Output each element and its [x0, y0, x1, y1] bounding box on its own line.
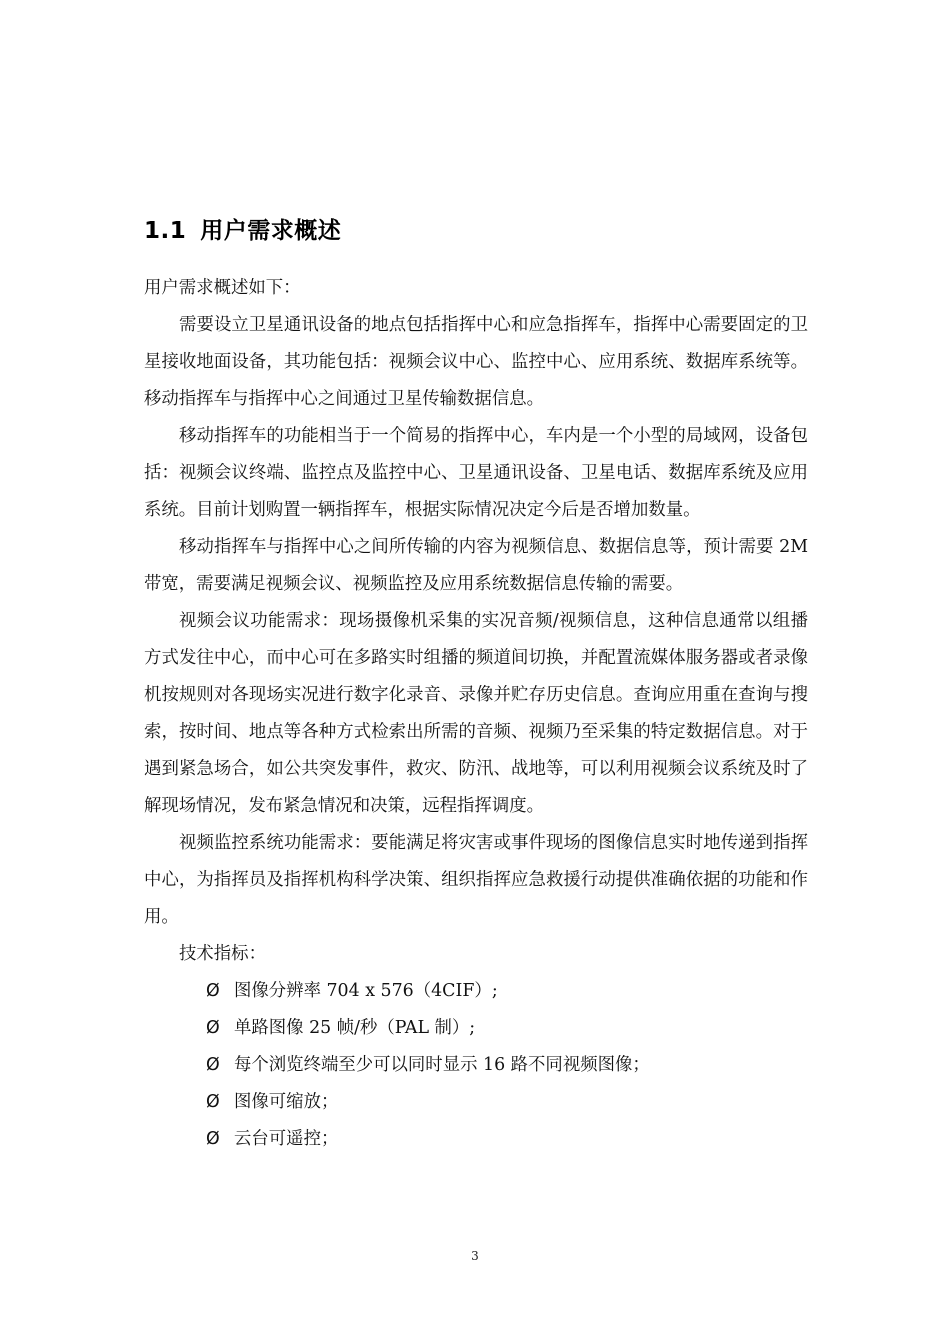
paragraph-vehicle: 移动指挥车的功能相当于一个简易的指挥中心，车内是一个小型的局域网，设备包括：视频会议终端、监控点及监控中心、卫星通讯设备、卫星电话、数据库系统及应用系统。目前计划购置一辆指挥车，根据实际情况决定今后是否增加数量。: [144, 426, 808, 520]
paragraph-tech-specs: 技术指标：: [179, 944, 266, 964]
list-item: Ø 单路图像 25 帧/秒（PAL 制）;: [144, 1010, 808, 1047]
bullet-icon: Ø: [206, 1055, 220, 1075]
paragraph-sites: 需要设立卫星通讯设备的地点包括指挥中心和应急指挥车，指挥中心需要固定的卫星接收地面设备，其功能包括：视频会议中心、监控中心、应用系统、数据库系统等。移动指挥车与指挥中心之间通过卫星传输数据信息。: [144, 315, 808, 409]
paragraph-video-monitoring: 视频监控系统功能需求：要能满足将灾害或事件现场的图像信息实时地传递到指挥中心，为指挥员及指挥机构科学决策、组织指挥应急救援行动提供准确依据的功能和作用。: [144, 833, 808, 927]
section-title: 用户需求概述: [200, 218, 342, 244]
list-item: Ø 云台可遥控；: [144, 1121, 808, 1158]
section-number: 1.1: [144, 218, 187, 244]
list-item: Ø 图像分辨率 704 x 576（4CIF）;: [144, 973, 808, 1010]
list-item: Ø 每个浏览终端至少可以同时显示 16 路不同视频图像；: [144, 1047, 808, 1084]
bullet-icon: Ø: [206, 1018, 220, 1038]
document-body: [144, 270, 808, 1158]
paragraph-video-conference: 视频会议功能需求：现场摄像机采集的实况音频/视频信息，这种信息通常以组播方式发往中心，而中心可在多路实时组播的频道间切换，并配置流媒体服务器或者录像机按规则对各现场实况进行数字化录音、录像并贮存历史信息。查询应用重在查询与搜索，按时间、地点等各种方式检索出所需的音频、视频乃至采集的特定数据信息。对于遇到紧急场合，如公共突发事件，救灾、防汛、战地等，可以利用视频会议系统及时了解现场情况，发布紧急情况和决策，远程指挥调度。: [144, 611, 808, 816]
paragraph-bandwidth: 移动指挥车与指挥中心之间所传输的内容为视频信息、数据信息等，预计需要 2M 带宽，需要满足视频会议、视频监控及应用系统数据信息传输的需要。: [144, 537, 808, 594]
intro-paragraph: 用户需求概述如下：: [144, 278, 301, 298]
bullet-icon: Ø: [206, 1129, 220, 1149]
spec-list: [144, 973, 808, 1158]
list-item: Ø 图像可缩放；: [144, 1084, 808, 1121]
section-heading: [144, 212, 341, 245]
bullet-icon: Ø: [206, 981, 220, 1001]
bullet-icon: Ø: [206, 1092, 220, 1112]
page-number: 3: [471, 1249, 479, 1263]
